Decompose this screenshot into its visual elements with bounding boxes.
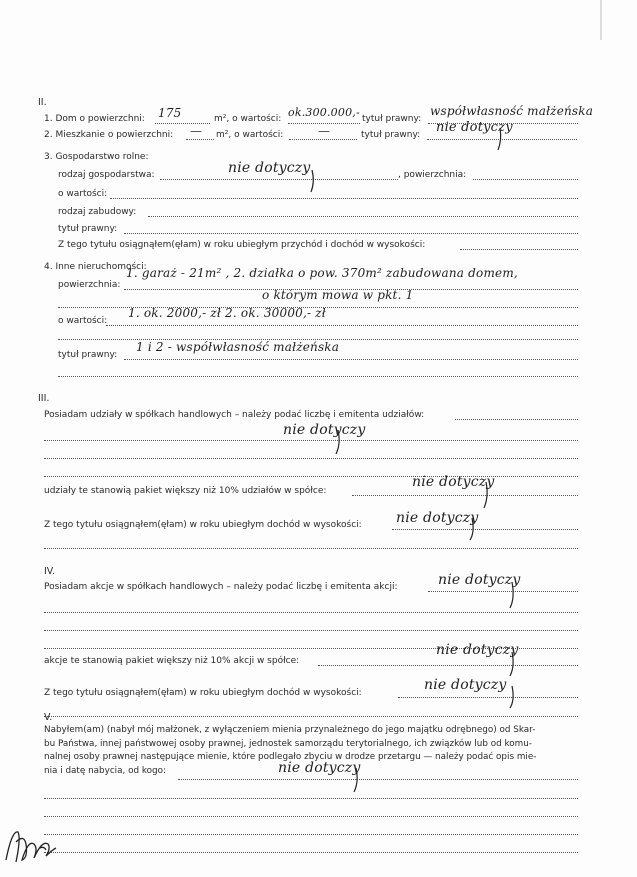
section-iv-heading: IV. xyxy=(44,566,56,577)
house-title-label: tytuł prawny: xyxy=(362,114,422,124)
shares-label: Posiadam udziały w spółkach handlowych – należy podać liczbę i emitenta udziałów: xyxy=(44,410,425,420)
shares-income-line xyxy=(392,529,578,530)
stocks-line-1 xyxy=(428,591,578,592)
stocks-label: Posiadam akcje w spółkach handlowych – należy podać liczbę i emitenta akcji: xyxy=(44,582,398,592)
farm-value-line xyxy=(110,198,578,199)
farm-type-line xyxy=(160,179,398,180)
stocks-value: nie dotyczy xyxy=(438,572,521,588)
acquisition-line xyxy=(178,779,578,780)
house-area-value: 175 xyxy=(158,106,182,120)
other-title-value: 1 i 2 - współwłasność małżeńska xyxy=(136,340,340,354)
shares-income-value: nie dotyczy xyxy=(396,510,479,526)
shares-income-line-2 xyxy=(44,548,578,549)
acquisition-line-2: bu Państwa, innej państwowej osoby prawnej, jednostek samorządu terytorialnego, ich związków lub od komu- xyxy=(44,738,532,749)
farm-strike-mark xyxy=(311,170,313,192)
flat-unit-text: m², o wartości: xyxy=(216,130,284,140)
flat-value-dash: — xyxy=(318,124,331,138)
other-title-line xyxy=(124,359,578,360)
farm-type-label: rodzaj gospodarstwa: xyxy=(58,170,155,180)
acquisition-line-c xyxy=(44,816,578,817)
flat-area-dash: — xyxy=(190,124,203,138)
farm-income-label: Z tego tytułu osiągnąłem(ęłam) w roku ubiegłym przychód i dochód w wysokości: xyxy=(58,240,426,250)
acquisition-value: nie dotyczy xyxy=(278,760,361,776)
flat-title-value: nie dotyczy xyxy=(436,120,513,135)
flat-value-line xyxy=(289,139,357,140)
acquisition-line-1: Nabyłem(am) (nabył mój małżonek, z wyłączeniem mienia przynależnego do jego majątku odrębnego) od Skar- xyxy=(44,725,536,735)
shares-package-label: udziały te stanowią pakiet większy niż 10% udziałów w spółce: xyxy=(44,486,327,496)
other-value-value: 1. ok. 2000,- zł 2. ok. 30000,- zł xyxy=(128,306,326,320)
signature-mark xyxy=(6,832,56,862)
farm-area-line xyxy=(473,179,578,180)
other-title-label: tytuł prawny: xyxy=(58,350,118,360)
house-label: 1. Dom o powierzchni: xyxy=(44,114,145,124)
stocks-income-value: nie dotyczy xyxy=(424,677,507,693)
other-area-value-2: o którym mowa w pkt. 1 xyxy=(262,288,414,302)
farm-value-label: o wartości: xyxy=(58,189,108,199)
acquisition-line-3: nalnej osoby prawnej następujące mienie, które podlegało zbyciu w drodze przetargu — należy podać opis mie- xyxy=(44,752,537,762)
shares-package-line xyxy=(352,495,578,496)
other-label: 4. Inne nieruchomości: xyxy=(44,262,147,272)
other-value-line xyxy=(106,325,578,326)
acquisition-line-4: nia i datę nabycia, od kogo: xyxy=(44,765,166,776)
farm-building-line xyxy=(148,216,578,217)
farm-income-line xyxy=(460,249,578,250)
shares-line-4 xyxy=(44,476,578,477)
stocks-package-label: akcje te stanowią pakiet większy niż 10% akcji w spółce: xyxy=(44,656,300,666)
stocks-package-value: nie dotyczy xyxy=(436,642,519,658)
farm-title-line xyxy=(124,233,578,234)
farm-building-label: rodzaj zabudowy: xyxy=(58,207,137,217)
other-value-label: o wartości: xyxy=(58,316,108,326)
other-area-label: powierzchnia: xyxy=(58,280,121,290)
shares-package-value: nie dotyczy xyxy=(412,474,495,490)
acquisition-line-b xyxy=(44,798,578,799)
house-value: ok.300.000,- xyxy=(288,106,360,119)
farm-label: 3. Gospodarstwo rolne: xyxy=(44,152,149,162)
other-area-value-1: 1. garaż - 21m² , 2. działka o pow. 370m² zabudowana domem, xyxy=(126,266,518,280)
stocks-income-line-2 xyxy=(44,716,578,717)
flat-label: 2. Mieszkanie o powierzchni: xyxy=(44,130,174,140)
stocks-package-line xyxy=(318,665,578,666)
stocks-line-3 xyxy=(44,630,578,631)
shares-value: nie dotyczy xyxy=(283,422,366,438)
stocks-income-line xyxy=(398,697,578,698)
flat-title-label: tytuł prawny: xyxy=(361,130,421,140)
section-v-heading: V. xyxy=(44,712,53,723)
flat-area-line xyxy=(186,139,214,140)
house-title-value: współwłasność małżeńska xyxy=(430,104,594,118)
farm-area-label: , powierzchnia: xyxy=(398,170,467,180)
section-iii-heading: III. xyxy=(38,393,50,404)
section-ii-heading: II. xyxy=(38,97,47,108)
stocks-line-2 xyxy=(44,612,578,613)
shares-line-1 xyxy=(455,419,578,420)
shares-income-label: Z tego tytułu osiągnąłem(ęłam) w roku ubiegłym dochód w wysokości: xyxy=(44,520,362,530)
shares-line-3 xyxy=(44,458,578,459)
house-unit-text: m², o wartości: xyxy=(214,114,282,124)
scan-edge-top xyxy=(600,0,602,40)
farm-title-label: tytuł prawny: xyxy=(58,224,118,234)
shares-line-2 xyxy=(44,440,578,441)
farm-type-value: nie dotyczy xyxy=(228,160,311,176)
other-title-line-2 xyxy=(58,376,578,377)
acquisition-line-e xyxy=(44,852,578,853)
stocks-income-label: Z tego tytułu osiągnąłem(ęłam) w roku ubiegłym dochód w wysokości: xyxy=(44,688,362,698)
flat-title-line xyxy=(427,139,577,140)
acquisition-line-d xyxy=(44,834,578,835)
